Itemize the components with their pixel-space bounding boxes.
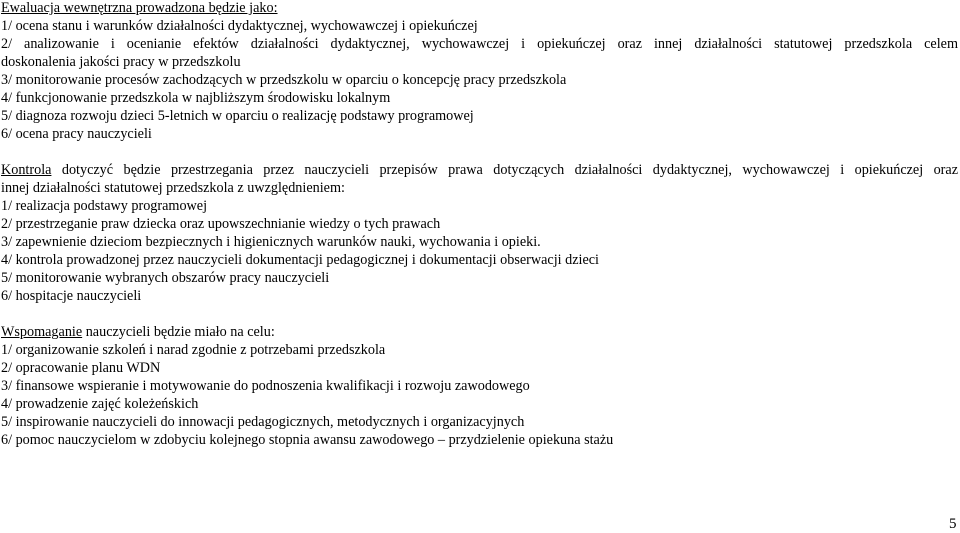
control-item-2: 2/ przestrzeganie praw dziecka oraz upowszechnianie wiedzy o tych prawach <box>1 216 441 232</box>
evaluation-item-1: 1/ ocena stanu i warunków działalności dydaktycznej, wychowawczej i opiekuńczej <box>1 18 478 34</box>
evaluation-item-3: 3/ monitorowanie procesów zachodzących w przedszkolu w oparciu o koncepcję pracy przedszkola <box>1 72 567 88</box>
support-item-1: 1/ organizowanie szkoleń i narad zgodnie z potrzebami przedszkola <box>1 342 386 358</box>
evaluation-item-6: 6/ ocena pracy nauczycieli <box>1 126 152 142</box>
control-heading <box>1 161 958 179</box>
control-item-4: 4/ kontrola prowadzonej przez nauczycieli dokumentacji pedagogicznej i dokumentacji obserwacji dzieci <box>1 252 599 268</box>
control-keyword: Kontrola <box>1 162 52 178</box>
support-heading-text: nauczycieli będzie miało na celu: <box>82 324 275 340</box>
control-heading-continued: innej działalności statutowej przedszkola z uwzględnieniem: <box>1 180 345 196</box>
support-item-3: 3/ finansowe wspieranie i motywowanie do podnoszenia kwalifikacji i rozwoju zawodowego <box>1 378 530 394</box>
support-item-6: 6/ pomoc nauczycielom w zdobyciu kolejnego stopnia awansu zawodowego – przydzielenie opiekuna stażu <box>1 432 614 448</box>
evaluation-heading: Ewaluacja wewnętrzna prowadzona będzie jako: <box>1 0 278 16</box>
page-number: 5 <box>949 516 957 532</box>
evaluation-item-4: 4/ funkcjonowanie przedszkola w najbliższym środowisku lokalnym <box>1 90 391 106</box>
evaluation-item-2-continued: doskonalenia jakości pracy w przedszkolu <box>1 54 241 70</box>
control-heading-text: dotyczyć będzie przestrzegania przez nauczycieli przepisów prawa dotyczących działalności dydaktycznej, wychowawczej i opiekuńczej oraz <box>51 162 958 178</box>
control-item-1: 1/ realizacja podstawy programowej <box>1 198 208 214</box>
support-item-2: 2/ opracowanie planu WDN <box>1 360 161 376</box>
control-item-6: 6/ hospitacje nauczycieli <box>1 288 142 304</box>
support-heading <box>1 323 275 341</box>
control-item-5: 5/ monitorowanie wybranych obszarów pracy nauczycieli <box>1 270 330 286</box>
evaluation-item-5: 5/ diagnoza rozwoju dzieci 5-letnich w oparciu o realizację podstawy programowej <box>1 108 474 124</box>
evaluation-item-2: 2/ analizowanie i ocenianie efektów działalności dydaktycznej, wychowawczej i opiekuńczej oraz innej działalności statutowej przedszkola celem <box>1 36 958 52</box>
control-item-3: 3/ zapewnienie dzieciom bezpiecznych i higienicznych warunków nauki, wychowania i opieki. <box>1 234 541 250</box>
support-item-5: 5/ inspirowanie nauczycieli do innowacji pedagogicznych, metodycznych i organizacyjnych <box>1 414 525 430</box>
support-item-4: 4/ prowadzenie zajęć koleżeńskich <box>1 396 199 412</box>
support-keyword: Wspomaganie <box>1 324 83 340</box>
